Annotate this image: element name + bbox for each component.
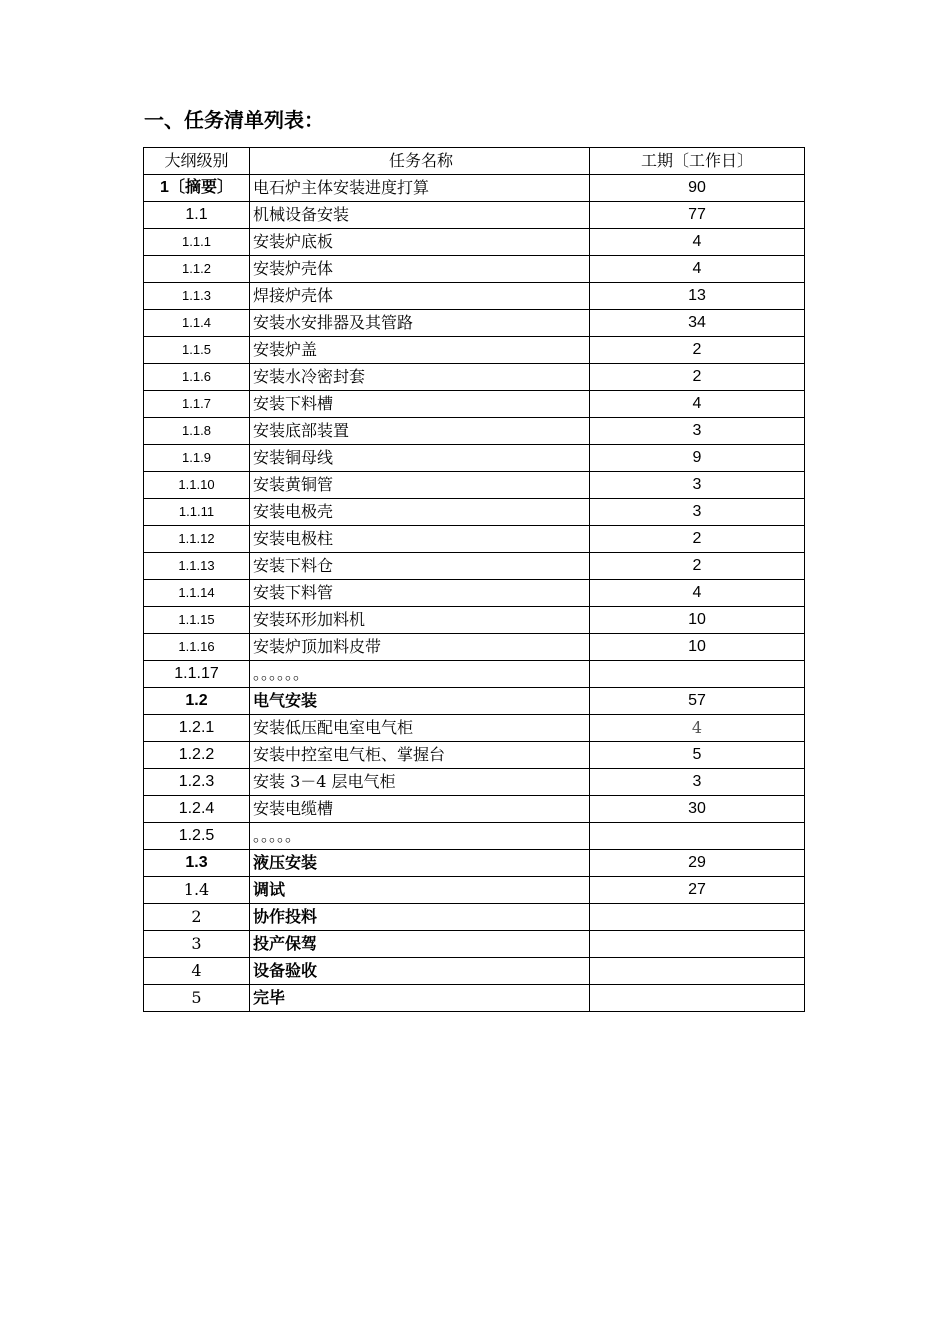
duration-cell: 2 [590,526,805,553]
task-name-cell: 安装炉底板 [250,229,590,256]
task-list-table [143,147,805,1012]
outline-level-cell: 1.1.13 [144,553,250,580]
table-row [144,688,805,715]
task-name-cell: 。。。。。。 [250,661,590,688]
outline-level-cell: 1.2.4 [144,796,250,823]
duration-cell: 4 [590,580,805,607]
outline-level-cell: 1.4 [144,877,250,904]
outline-level-cell: 1.1.7 [144,391,250,418]
task-name-cell: 调试 [250,877,590,904]
task-name-cell: 安装炉顶加料皮带 [250,634,590,661]
duration-cell: 77 [590,202,805,229]
duration-cell: 4 [590,229,805,256]
header-task-name: 任务名称 [250,148,590,175]
task-name-cell: 安装黄铜管 [250,472,590,499]
table-row [144,445,805,472]
outline-level-cell: 1.2.3 [144,769,250,796]
task-name-cell: 液压安装 [250,850,590,877]
outline-level-cell: 1.1.5 [144,337,250,364]
duration-cell: 13 [590,283,805,310]
task-name-cell: 安装电极壳 [250,499,590,526]
table-row [144,850,805,877]
duration-cell: 2 [590,337,805,364]
duration-cell: 10 [590,607,805,634]
header-outline-level: 大纲级别 [144,148,250,175]
task-name-cell: 协作投料 [250,904,590,931]
table-row [144,958,805,985]
duration-cell: 30 [590,796,805,823]
duration-cell: 57 [590,688,805,715]
outline-level-cell: 4 [144,958,250,985]
duration-cell [590,661,805,688]
section-heading: 一、任务清单列表： [144,108,324,132]
table-row [144,931,805,958]
task-name-cell: 设备验收 [250,958,590,985]
table-row [144,796,805,823]
table-header-row [144,148,805,175]
duration-cell: 34 [590,310,805,337]
task-name-cell: 。。。。。 [250,823,590,850]
outline-level-cell: 1.3 [144,850,250,877]
duration-cell: 10 [590,634,805,661]
task-name-cell: 安装下料仓 [250,553,590,580]
table-row [144,202,805,229]
duration-cell [590,931,805,958]
table-row [144,310,805,337]
outline-level-cell: 1.1.3 [144,283,250,310]
duration-cell: 27 [590,877,805,904]
outline-level-cell: 1.1.16 [144,634,250,661]
table-row [144,634,805,661]
table-row [144,472,805,499]
outline-level-cell: 2 [144,904,250,931]
outline-level-cell: 5 [144,985,250,1012]
outline-level-cell: 1.1.8 [144,418,250,445]
outline-level-cell: 1.2.5 [144,823,250,850]
outline-level-cell: 1.1.4 [144,310,250,337]
outline-level-cell: 1.1.9 [144,445,250,472]
duration-cell [590,985,805,1012]
outline-level-cell: 1.1 [144,202,250,229]
table-row [144,661,805,688]
task-name-cell: 安装下料管 [250,580,590,607]
duration-cell [590,823,805,850]
outline-level-cell: 1.1.14 [144,580,250,607]
duration-cell: 4 [590,391,805,418]
task-name-cell: 安装低压配电室电气柜 [250,715,590,742]
outline-level-cell: 1.1.12 [144,526,250,553]
outline-level-cell: 1.1.10 [144,472,250,499]
table-row [144,499,805,526]
outline-level-cell: 1.1.6 [144,364,250,391]
task-name-cell: 安装水冷密封套 [250,364,590,391]
duration-cell: 29 [590,850,805,877]
duration-cell: 9 [590,445,805,472]
table-row [144,877,805,904]
outline-level-cell: 3 [144,931,250,958]
outline-level-cell: 1.1.17 [144,661,250,688]
task-name-cell: 安装 3－4 层电气柜 [250,769,590,796]
task-name-cell: 安装炉盖 [250,337,590,364]
task-name-cell: 安装炉壳体 [250,256,590,283]
duration-cell: 3 [590,472,805,499]
task-name-cell: 电石炉主体安装进度打算 [250,175,590,202]
task-name-cell: 安装电极柱 [250,526,590,553]
task-name-cell: 投产保驾 [250,931,590,958]
table-row [144,364,805,391]
task-name-cell: 安装底部装置 [250,418,590,445]
task-name-cell: 安装下料槽 [250,391,590,418]
duration-cell: 5 [590,742,805,769]
outline-level-cell: 1.2 [144,688,250,715]
table-row [144,985,805,1012]
table-row [144,904,805,931]
duration-cell: 3 [590,499,805,526]
outline-level-cell: 1.1.1 [144,229,250,256]
table-row [144,553,805,580]
header-duration: 工期〔工作日〕 [590,148,805,175]
table-row [144,418,805,445]
table-row [144,337,805,364]
task-name-cell: 安装铜母线 [250,445,590,472]
outline-level-cell: 1.1.2 [144,256,250,283]
task-name-cell: 焊接炉壳体 [250,283,590,310]
table-row [144,391,805,418]
task-name-cell: 电气安装 [250,688,590,715]
table-row [144,742,805,769]
task-name-cell: 安装环形加料机 [250,607,590,634]
duration-cell: 4 [590,715,805,742]
task-name-cell: 完毕 [250,985,590,1012]
table-row [144,580,805,607]
task-name-cell: 安装中控室电气柜、掌握台 [250,742,590,769]
duration-cell: 4 [590,256,805,283]
duration-cell: 3 [590,418,805,445]
outline-level-cell: 1.2.1 [144,715,250,742]
table-row [144,256,805,283]
duration-cell: 2 [590,553,805,580]
table-row [144,715,805,742]
table-row [144,229,805,256]
duration-cell [590,904,805,931]
table-row [144,823,805,850]
table-row [144,769,805,796]
outline-level-cell: 1.2.2 [144,742,250,769]
duration-cell: 2 [590,364,805,391]
task-name-cell: 安装电缆槽 [250,796,590,823]
outline-level-cell: 1〔摘要〕 [144,175,250,202]
table-row [144,283,805,310]
duration-cell [590,958,805,985]
duration-cell: 3 [590,769,805,796]
task-name-cell: 机械设备安装 [250,202,590,229]
table-row [144,607,805,634]
duration-cell: 90 [590,175,805,202]
task-rows [144,175,805,1012]
task-name-cell: 安装水安排器及其管路 [250,310,590,337]
table-row [144,526,805,553]
outline-level-cell: 1.1.11 [144,499,250,526]
outline-level-cell: 1.1.15 [144,607,250,634]
table-row [144,175,805,202]
